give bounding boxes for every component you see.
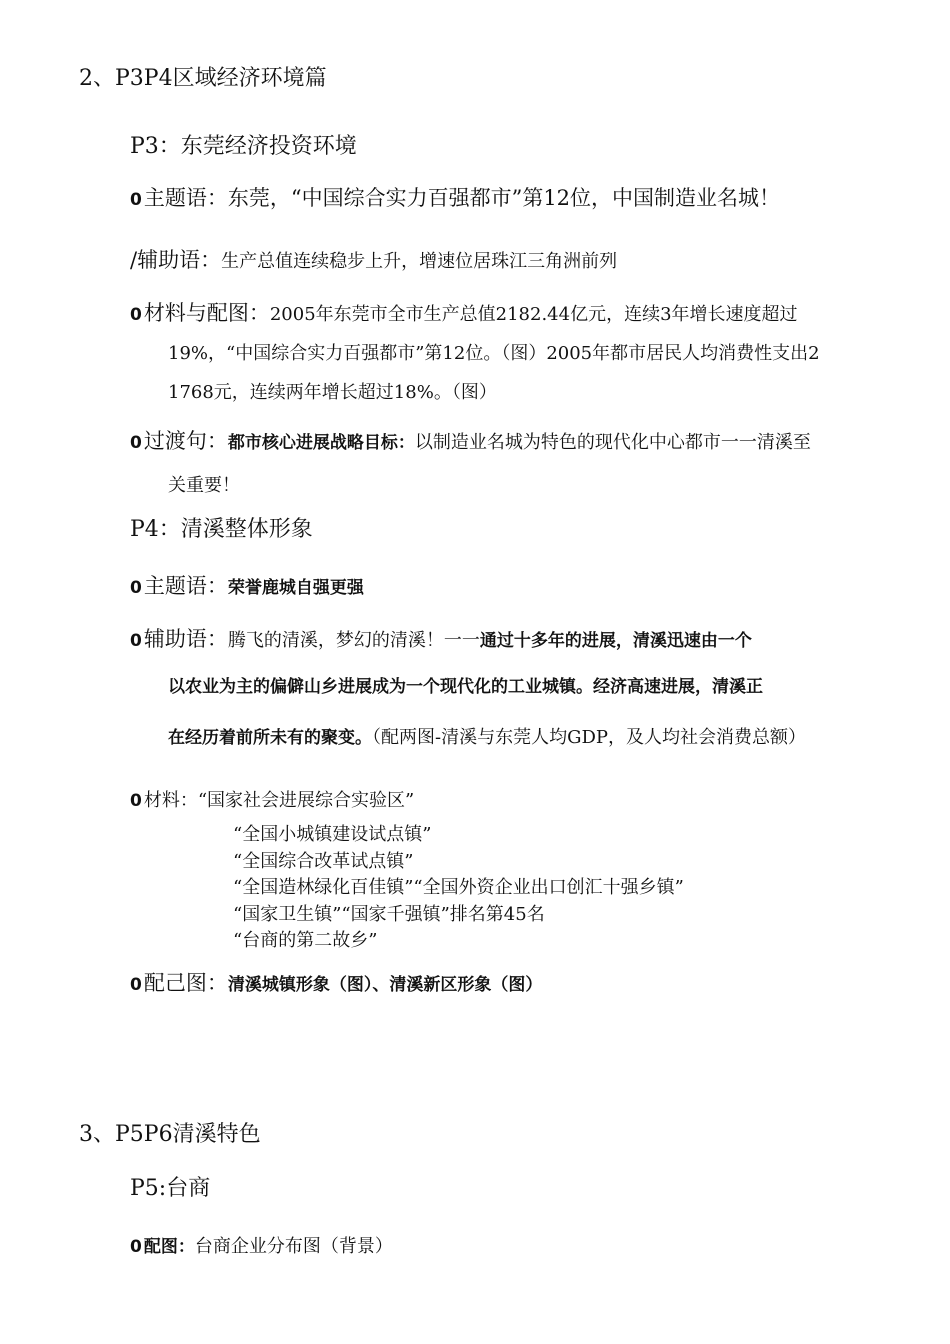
bullet-mark: 0 [130,433,142,453]
p4-figure-label: 配己图： [143,971,228,995]
p4-aux-strong: 通过十多年的进展，清溪迅速由一个 [479,631,752,651]
bullet-mark: 0 [130,190,142,210]
bullet-mark: 0 [130,631,142,651]
p4-material-label: 材料： [143,790,198,811]
bullet-mark: 0 [130,791,142,811]
p3-transition-strong: 都市核心进展战略目标： [227,433,415,453]
p4-material-item: “全国小城镇建设试点镇” [233,824,432,845]
subsection-title-p4: P4：清溪整体形象 [130,517,313,542]
p4-aux-line3-text: （配两图-清溪与东莞人均GDP，及人均社会消费总额） [372,727,807,748]
p4-material-item: “全国造林绿化百佳镇”“全国外资企业出口创汇十强乡镇” [233,877,684,898]
p3-material-line2: 19%，“中国综合实力百强都市”第12位。（图）2005年都市居民人均消费性支出2 [168,343,820,364]
p4-material [130,792,414,810]
bullet-mark: 0 [130,1237,142,1257]
subsection-title-p3: P3：东莞经济投资环境 [130,134,357,159]
p3-aux-label: 辅助语： [137,248,222,272]
p3-transition [130,431,811,452]
p4-aux-line2: 以农业为主的偏僻山乡进展成为一个现代化的工业城镇。经济高速进展，清溪正 [168,677,763,697]
p4-material-item: “国家社会进展综合实验区” [197,790,415,811]
p3-theme-label: 主题语： [143,186,228,210]
p3-material [130,303,798,324]
p3-material-label: 材料与配图： [143,301,270,325]
p5-figure-label: 配图： [143,1237,195,1257]
p4-figure [130,973,542,994]
bullet-mark: 0 [130,578,142,598]
p3-aux-text: 生产总值连续稳步上升，增速位居珠江三角洲前列 [221,251,618,272]
section-heading: 3、P5P6清溪特色 [79,1122,261,1147]
p4-aux-line3-strong: 在经历着前所未有的聚变。 [168,728,372,748]
p4-theme-text: 荣誉鹿城自强更强 [227,578,364,598]
p3-aux-prefix: / [130,248,138,272]
p4-material-item: “国家卫生镇”“国家千强镇”排名第45名 [233,904,545,925]
p4-material-item: “台商的第二故乡” [233,930,378,951]
p4-aux-text: 腾飞的清溪，梦幻的清溪！一一 [227,630,480,651]
p3-material-line3: 1768元，连续两年增长超过18%。（图） [168,382,497,403]
subsection-title-p5: P5:台商 [130,1176,211,1201]
p3-aux [130,250,617,271]
p3-transition-text: 以制造业名城为特色的现代化中心都市一一清溪至 [414,432,811,453]
p3-transition-line2: 关重要！ [168,475,240,496]
p4-aux [130,629,752,650]
p3-theme [130,188,780,209]
p4-aux-label: 辅助语： [143,627,228,651]
p4-aux-line3 [168,729,806,747]
p4-theme-label: 主题语： [143,574,228,598]
p4-theme [130,576,364,597]
p4-figure-text: 清溪城镇形象（图）、清溪新区形象（图） [227,975,543,995]
bullet-mark: 0 [130,975,142,995]
section-heading: 2、P3P4区域经济环境篇 [79,66,327,91]
bullet-mark: 0 [130,305,142,325]
p3-transition-label: 过渡句： [143,429,228,453]
p3-theme-text: 东莞，“中国综合实力百强都市”第12位，中国制造业名城！ [227,186,781,210]
p4-material-item: “全国综合改革试点镇” [233,851,414,872]
p3-material-line1: 2005年东莞市全市生产总值2182.44亿元，连续3年增长速度超过 [269,304,798,325]
p5-figure [130,1238,393,1256]
p5-figure-text: 台商企业分布图（背景） [194,1236,393,1257]
